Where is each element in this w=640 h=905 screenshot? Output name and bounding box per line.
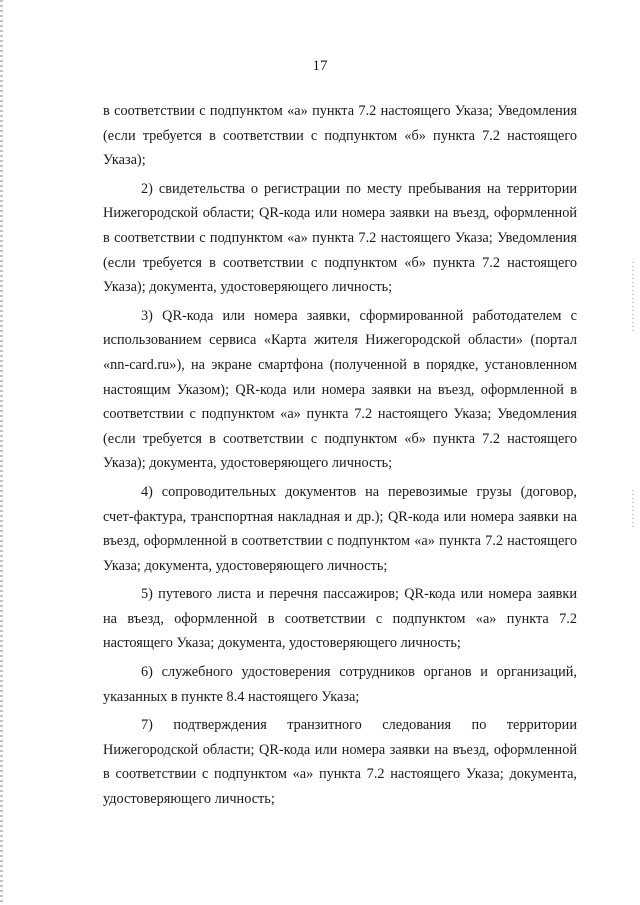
page-number: 17 (312, 58, 328, 74)
scan-mark-right (632, 262, 634, 332)
document-body (103, 99, 577, 812)
list-item-5: 5) путевого листа и перечня пассажиров; QR-кода или номера заявки на въезд, оформленной в соответствии с подпунктом «а» пункта 7.2 настоящего Указа; документа, удостоверяющего личность; (103, 586, 577, 652)
scan-edge-left (0, 0, 3, 905)
list-item-2: 2) свидетельства о регистрации по месту пребывания на территории Нижегородской области; QR-кода или номера заявки на въезд, оформленной в соответствии с подпунктом «а» пункта 7.2 настоящего Указа; Уведомления (если требуется в соответствии с подпунктом «б» пункта 7.2 настоящего Указа); документа, удостоверяющего личность; (103, 180, 577, 296)
list-item-6: 6) служебного удостоверения сотрудников органов и организаций, указанных в пункте 8.4 настоящего Указа; (103, 664, 577, 705)
list-item-4: 4) сопроводительных документов на перевозимые грузы (договор, счет-фактура, транспортная накладная и др.); QR-кода или номера заявки на въезд, оформленной в соответствии с подпунктом «а» пункта 7.2 настоящего Указа; документа, удостоверяющего личность; (103, 483, 577, 574)
list-item-7: 7) подтверждения транзитного следования по территории Нижегородской области; QR-кода или номера заявки на въезд, оформленной в соответствии с подпунктом «а» пункта 7.2 настоящего Указа; документа, удостоверяющего личность; (103, 717, 577, 808)
list-item-3: 3) QR-кода или номера заявки, сформированной работодателем с использованием сервиса «Карта жителя Нижегородской области» (портал «nn-card.ru»), на экране смартфона (полученной в порядке, установленном настоящим Указом); QR-кода или номера заявки на въезд, оформленной в соответствии с подпунктом «а» пункта 7.2 настоящего Указа; Уведомления (если требуется в соответствии с подпунктом «б» пункта 7.2 настоящего Указа); документа, удостоверяющего личность; (103, 307, 577, 472)
paragraph-continuation: в соответствии с подпунктом «а» пункта 7.2 настоящего Указа; Уведомления (если требуется в соответствии с подпунктом «б» пункта 7.2 настоящего Указа); (103, 103, 577, 169)
scan-mark-right (632, 490, 634, 530)
